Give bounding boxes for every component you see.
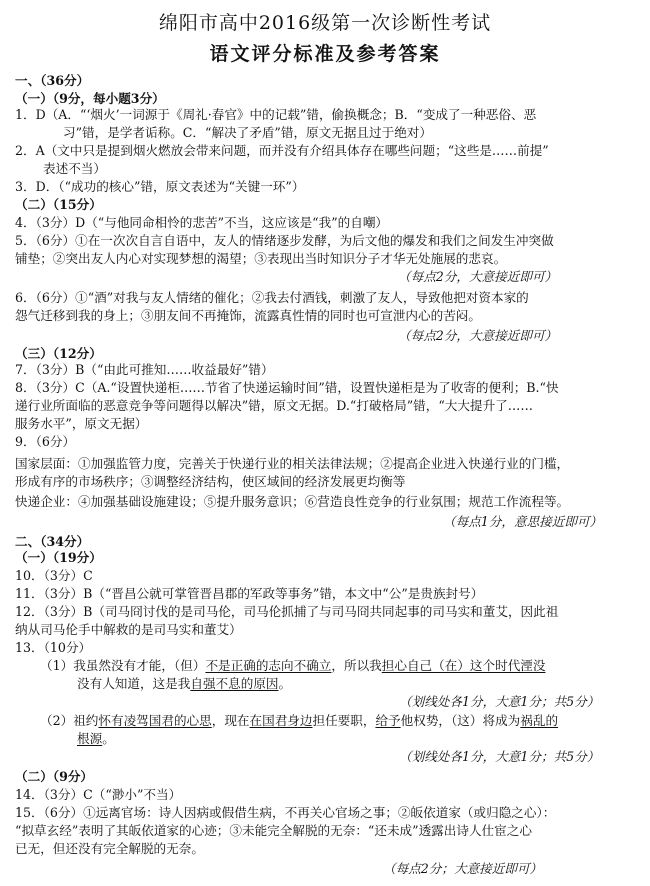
line-text: （一）（9分，每小题3分） bbox=[15, 91, 165, 106]
underlined-key-phrase: 担心自己（在）这个时代湮没 bbox=[381, 658, 546, 673]
line-text: ，现在 bbox=[211, 713, 250, 728]
answer-line bbox=[15, 474, 405, 490]
line-text: 7．（3分）B（“由此可推知……收益最好”错） bbox=[15, 362, 274, 377]
scoring-note bbox=[398, 269, 557, 285]
answer-line bbox=[15, 494, 569, 510]
line-text: 。 bbox=[102, 731, 115, 746]
line-text: ，所以我 bbox=[331, 658, 382, 673]
line-text: （2）祖约 bbox=[40, 713, 99, 728]
answer-key-title: 语文评分标准及参考答案 bbox=[209, 43, 441, 65]
answer-line bbox=[15, 805, 555, 821]
answer-line bbox=[15, 416, 147, 432]
answer-line bbox=[43, 161, 106, 177]
scoring-note bbox=[398, 328, 557, 344]
line-text: 习”错，是学者诟称。C．“解决了矛盾”错，原文无据且过于绝对） bbox=[63, 125, 432, 140]
line-text: “拟草玄经”表明了其皈依道家的心迹；③未能完全解脱的无奈：“还未成”透露出诗人仕宦之心 bbox=[15, 823, 532, 838]
line-text: 8．（3分）C（A.“设置快递柜……节省了快递运输时间”错，设置快递柜是为了收寄的便利；B.“快 bbox=[15, 380, 559, 395]
line-text: （二）（9分） bbox=[15, 769, 94, 784]
section-heading bbox=[15, 534, 89, 550]
answer-line bbox=[15, 640, 91, 656]
line-text: （每点2分，大意接近即可） bbox=[398, 269, 558, 284]
line-text: （三）（12分） bbox=[15, 346, 102, 361]
answer-line bbox=[15, 787, 181, 803]
line-text: 9．（6分） bbox=[15, 434, 76, 449]
line-text: 已无，但还没有完全解脱的无奈。 bbox=[15, 841, 204, 856]
line-text: 6．（6分）①“酒”对我与友人情绪的催化；②我去付酒钱，刺激了友人，导致他把对资本家的 bbox=[15, 290, 529, 305]
underlined-key-phrase: 根源 bbox=[77, 731, 103, 746]
line-text: （1）我虽然没有才能，（但） bbox=[40, 658, 206, 673]
scoring-note bbox=[399, 694, 599, 710]
line-text: 怨气迁移到我的身上；③朋友间不再掩饰，流露真性情的同时也可宣泄内心的苦闷。 bbox=[15, 308, 481, 323]
underlined-key-phrase: 祸乱的 bbox=[520, 713, 559, 728]
line-text: 一、（36分） bbox=[15, 73, 90, 88]
section-heading bbox=[15, 91, 165, 107]
answer-line bbox=[15, 215, 388, 231]
line-text: （一）（19分） bbox=[15, 550, 102, 565]
line-text: （划线处各1分，大意1分；共5分） bbox=[399, 694, 600, 709]
answer-line bbox=[77, 731, 115, 747]
line-text: （二）（15分） bbox=[15, 197, 102, 212]
answer-line bbox=[15, 380, 559, 396]
line-text: （每点1分，意思接近即可） bbox=[443, 514, 603, 529]
line-text: 担任要职， bbox=[312, 713, 376, 728]
line-text: 12．（3分）B（司马冏讨伐的是司马伦，司马伦抓捕了与司马冏共同起事的司马实和董艾，因此祖 bbox=[15, 604, 559, 619]
answer-line bbox=[15, 179, 304, 195]
line-text: 递行业所面临的恶意竞争等问题得以解决”错，原文无据。D.“打破格局”错，“大大提升了…… bbox=[15, 398, 533, 413]
answer-line bbox=[15, 434, 75, 450]
line-text: 1．D（A．“‘烟火’一词源于《周礼·春官》中的记载”错，偷换概念；B．“变成了一种恶俗、恶 bbox=[15, 107, 537, 122]
line-text: 表述不当） bbox=[43, 161, 106, 176]
answer-line bbox=[15, 251, 506, 267]
answer-line bbox=[63, 125, 432, 141]
line-text: 10．（3分）C bbox=[15, 568, 93, 583]
line-text: （每点2分，大意接近即可） bbox=[398, 328, 558, 343]
answer-line bbox=[15, 290, 529, 306]
section-heading bbox=[15, 550, 102, 566]
section-heading bbox=[15, 346, 102, 362]
answer-line bbox=[15, 107, 536, 123]
section-heading bbox=[15, 769, 93, 785]
answer-line bbox=[15, 823, 532, 839]
line-text: 形成有序的市场秩序；③调整经济结构，使区域间的经济发展更均衡等 bbox=[15, 474, 406, 489]
answer-line bbox=[15, 233, 554, 249]
line-text: 他权势，（这）将成为 bbox=[400, 713, 521, 728]
line-text: 5．（6分）①在一次次自言自语中，友人的情绪逐步发酵，为后文他的爆发和我们之间发生冲突做 bbox=[15, 233, 554, 248]
line-text: 4．（3分）D（“与他同命相怜的悲苦”不当，这应该是“我”的自嘲） bbox=[15, 215, 389, 230]
answer-line bbox=[77, 676, 291, 692]
line-text: 3．D．（“成功的核心”错，原文表述为“关键一环”） bbox=[15, 179, 305, 194]
line-text: 2．A（文中只是提到烟火燃放会带来问题，而并没有介绍具体存在哪些问题；“这些是……前提” bbox=[15, 143, 549, 158]
answer-line bbox=[15, 143, 549, 159]
answer-line bbox=[15, 604, 558, 620]
line-text: （每点2分；大意接近即可） bbox=[383, 861, 543, 876]
answer-line bbox=[15, 362, 274, 378]
underlined-key-phrase: 怀有凌驾国君的心思 bbox=[98, 713, 212, 728]
underlined-key-phrase: 给予 bbox=[375, 713, 401, 728]
scoring-note bbox=[443, 514, 602, 530]
answer-line bbox=[15, 622, 242, 638]
line-text: 。 bbox=[278, 676, 292, 691]
line-text: 15．（6分）①远离官场：诗人因病或假借生病，不再关心官场之事；②皈依道家（或归隐之心）： bbox=[15, 805, 556, 820]
scoring-note bbox=[383, 861, 542, 877]
line-text: 11．（3分）B（“晋昌公就可掌管晋昌郡的军政等事务”错，本文中“公”是贵族封号） bbox=[15, 586, 484, 601]
line-text: 没有人知道，这是我 bbox=[77, 676, 191, 691]
answer-line bbox=[15, 841, 204, 857]
line-text: 服务水平”，原文无据） bbox=[15, 416, 148, 431]
line-text: 二、（34分） bbox=[15, 534, 90, 549]
section-heading bbox=[15, 197, 102, 213]
exam-title: 绵阳市高中2016级第一次诊断性考试 bbox=[158, 12, 492, 34]
line-text: （划线处各1分，大意1分；共5分） bbox=[399, 749, 600, 764]
underlined-key-phrase: 在国君身边 bbox=[249, 713, 313, 728]
line-text: 快递企业：④加强基础设施建设；⑤提升服务意识；⑥营造良性竞争的行业氛围；规范工作流程等。 bbox=[15, 494, 570, 509]
line-text: 国家层面：①加强监管力度，完善关于快递行业的相关法律法规；②提高企业进入快递行业的门槛， bbox=[15, 456, 570, 471]
line-text: 铺垫；②突出友人内心对实现梦想的渴望；③表现出当时知识分子才华无处施展的悲哀。 bbox=[15, 251, 507, 266]
answer-line bbox=[15, 398, 533, 414]
underlined-key-phrase: 不是正确的志向不确立 bbox=[205, 658, 332, 673]
section-heading bbox=[15, 73, 89, 89]
answer-line bbox=[15, 568, 93, 584]
answer-line bbox=[15, 456, 569, 472]
line-text: 13．（10分） bbox=[15, 640, 92, 655]
answer-line bbox=[40, 713, 558, 729]
line-text: 14．（3分）C（“渺小”不当） bbox=[15, 787, 182, 802]
line-text: 纳从司马伦手中解救的是司马实和董艾） bbox=[15, 622, 242, 637]
answer-line bbox=[40, 658, 545, 674]
answer-line bbox=[15, 308, 481, 324]
underlined-key-phrase: 自强不息的原因 bbox=[190, 676, 279, 691]
scoring-note bbox=[399, 749, 599, 765]
answer-line bbox=[15, 586, 483, 602]
